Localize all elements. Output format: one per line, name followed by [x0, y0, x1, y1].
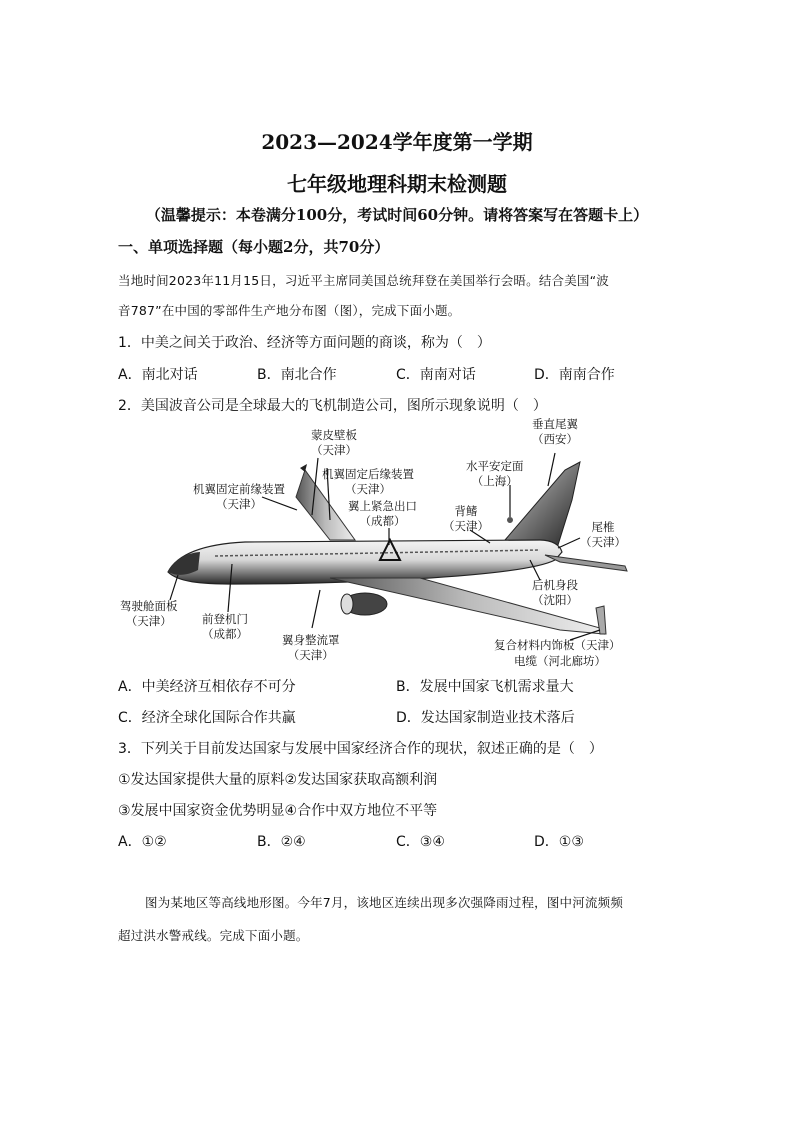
label-emergency-exit: 翼上紧急出口 （成都）: [348, 499, 417, 528]
q3-option-b: B．②④: [257, 834, 306, 850]
q1-option-a: A．南北对话: [118, 367, 198, 383]
question-1-stem: 1．中美之间关于政治、经济等方面问题的商谈，称为（ ）: [118, 335, 491, 351]
q3-statements-2: ③发展中国家资金优势明显④合作中双方地位不平等: [118, 803, 438, 819]
label-front-door: 前登机门 （成都）: [202, 612, 248, 641]
label-horizontal-stabilizer: 水平安定面 （上海）: [466, 459, 524, 488]
exam-hint: （温馨提示：本卷满分100分，考试时间60分钟。请将答案写在答题卡上）: [145, 206, 649, 224]
label-tail-cone: 尾椎 （天津）: [580, 520, 626, 549]
label-trailing-edge: 机翼固定后缘装置 （天津）: [322, 467, 414, 496]
intro2-line2: 超过洪水警戒线。完成下面小题。: [118, 928, 309, 943]
q1-option-c: C．南南对话: [396, 367, 476, 383]
label-cable: 电缆（河北廊坊）: [514, 654, 606, 668]
label-dorsal-fin: 背鳍 （天津）: [443, 504, 489, 533]
q1-option-d: D．南南合作: [534, 367, 615, 383]
label-fairing: 翼身整流罩 （天津）: [282, 633, 340, 662]
label-vertical-tail: 垂直尾翼 （西安）: [532, 417, 578, 446]
label-rear-fuselage: 后机身段 （沈阳）: [532, 578, 578, 607]
intro2-line1: 图为某地区等高线地形图。今年7月，该地区连续出现多次强降雨过程，图中河流频频: [145, 895, 624, 910]
intro1-line1: 当地时间2023年11月15日，习近平主席同美国总统拜登在美国举行会晤。结合美国“波: [118, 273, 610, 288]
label-cockpit-panel: 驾驶舱面板 （天津）: [120, 599, 178, 628]
q2-option-b: B．发展中国家飞机需求量大: [396, 679, 574, 695]
exam-title-subject: 七年级地理科期末检测题: [287, 172, 507, 196]
q2-option-d: D．发达国家制造业技术落后: [396, 710, 575, 726]
question-2-stem: 2．美国波音公司是全球最大的飞机制造公司，图所示现象说明（ ）: [118, 398, 547, 414]
q2-option-c: C．经济全球化国际合作共赢: [118, 710, 296, 726]
q3-option-a: A．①②: [118, 834, 167, 850]
q2-option-a: A．中美经济互相依存不可分: [118, 679, 296, 695]
intro1-line2: 音787”在中国的零部件生产地分布图（图），完成下面小题。: [118, 303, 461, 318]
exam-title-year: 2023—2024学年度第一学期: [261, 130, 533, 154]
q1-option-b: B．南北合作: [257, 367, 337, 383]
label-leading-edge: 机翼固定前缘装置 （天津）: [193, 482, 285, 511]
question-3-stem: 3．下列关于目前发达国家与发展中国家经济合作的现状，叙述正确的是（ ）: [118, 741, 603, 757]
section-heading: 一、单项选择题（每小题2分，共70分）: [118, 238, 390, 256]
label-skin-panel: 蒙皮壁板 （天津）: [311, 428, 357, 457]
q3-statements-1: ①发达国家提供大量的原料②发达国家获取高额利润: [118, 772, 438, 788]
q3-option-c: C．③④: [396, 834, 445, 850]
label-composite-panel: 复合材料内饰板（天津）: [494, 638, 621, 652]
q3-option-d: D．①③: [534, 834, 584, 850]
